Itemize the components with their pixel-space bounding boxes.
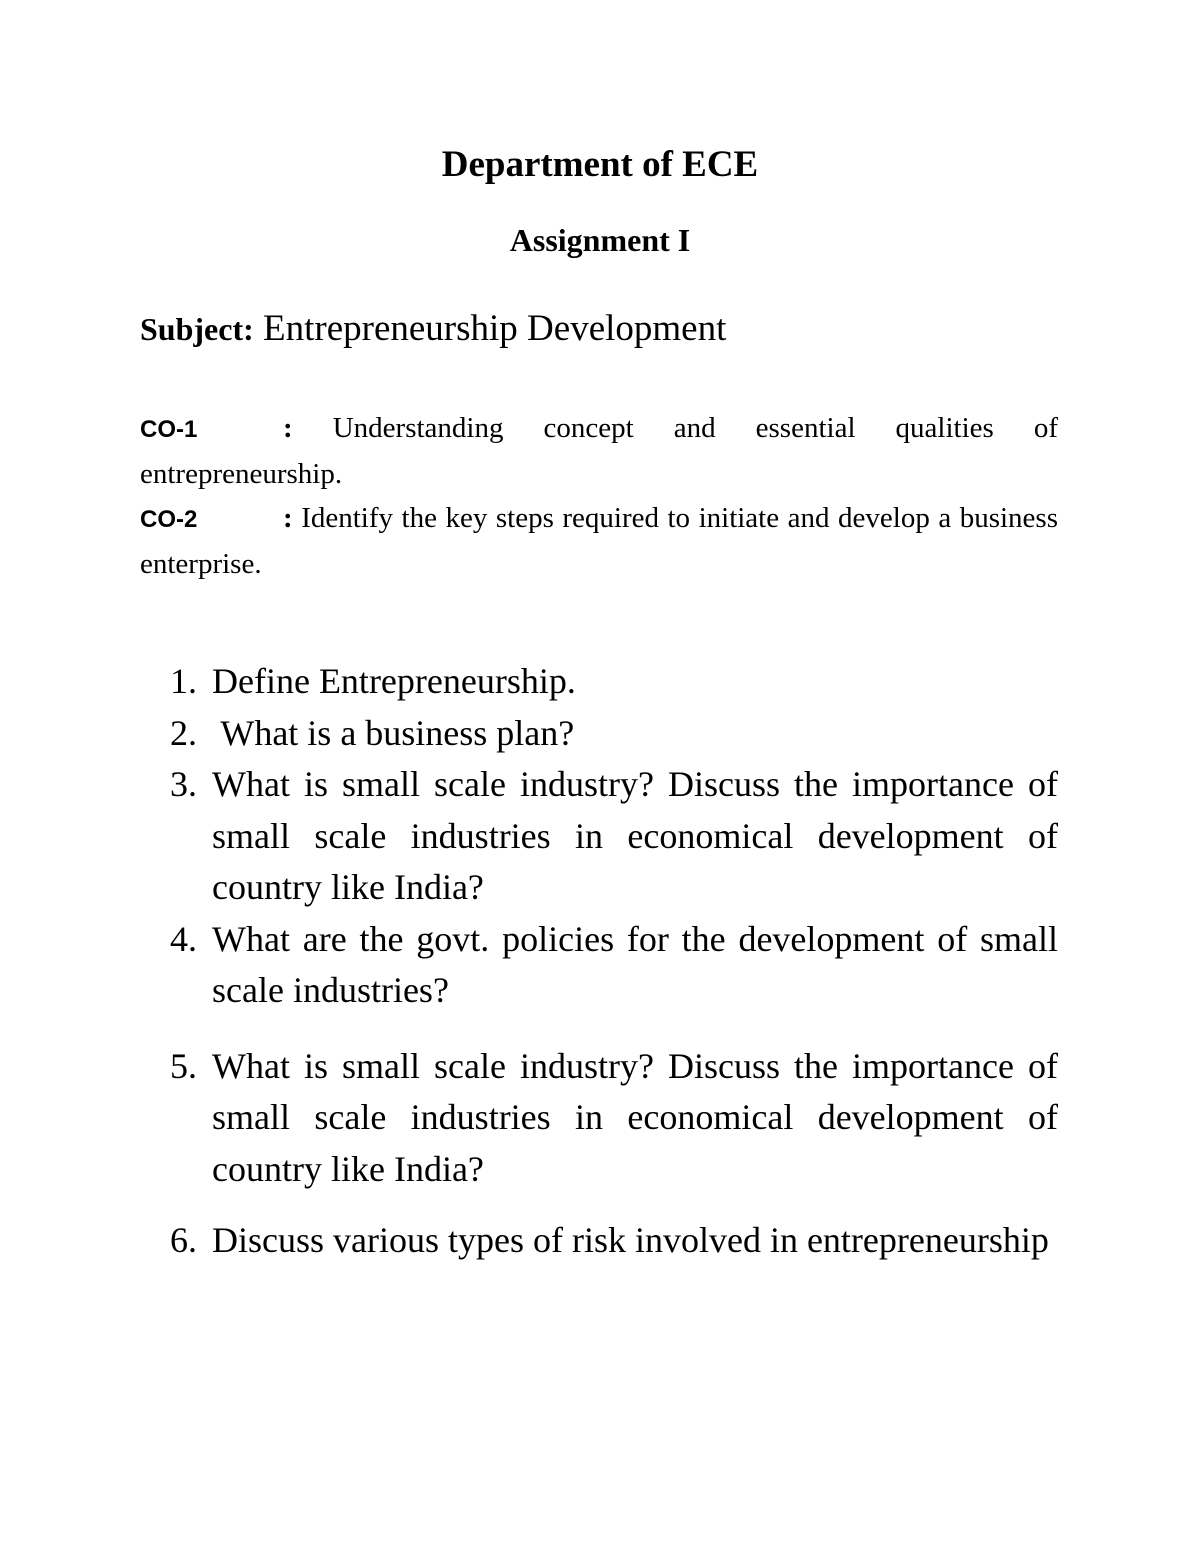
question-item [170, 1041, 1058, 1196]
co-code: CO-2 [140, 506, 198, 533]
question-number: 5. [170, 1045, 197, 1086]
question-item [170, 759, 1058, 914]
assignment-title: Assignment I [509, 222, 691, 258]
co-separator: : [283, 502, 293, 534]
question-item [170, 708, 1058, 760]
question-item [170, 656, 1058, 708]
question-text: Define Entrepreneurship. [212, 661, 576, 701]
course-outcome-1 [140, 406, 1058, 497]
department-title: Department of ECE [441, 144, 759, 185]
question-text: What are the govt. policies for the development of small scale industries? [212, 918, 1058, 1010]
course-outcome-2 [140, 496, 1058, 587]
co-text: Identify the key steps required to initiate and develop a business enterprise. [140, 502, 1059, 580]
subject-label: Subject: [140, 311, 254, 347]
co-separator: : [283, 412, 293, 444]
question-text: What is small scale industry? Discuss the importance of small scale industries in economical development of country like India? [212, 1045, 1058, 1189]
question-item [170, 1215, 1058, 1267]
question-number: 1. [170, 661, 197, 701]
question-text: What is a business plan? [212, 712, 575, 753]
question-number: 4. [170, 918, 197, 959]
question-text: What is small scale industry? Discuss the importance of small scale industries in economical development of country like India? [212, 764, 1058, 907]
subject-value: Entrepreneurship Development [263, 308, 727, 349]
co-text: Understanding concept and essential qualities of entrepreneurship. [140, 412, 1058, 490]
question-item [170, 914, 1058, 1017]
question-list [170, 656, 1058, 1267]
co-code: CO-1 [140, 416, 198, 443]
subject-line [140, 310, 726, 347]
question-text: Discuss various types of risk involved in entrepreneurship [212, 1220, 1049, 1260]
question-number: 3. [170, 764, 197, 804]
question-number: 6. [170, 1220, 197, 1260]
question-number: 2. [170, 712, 197, 753]
